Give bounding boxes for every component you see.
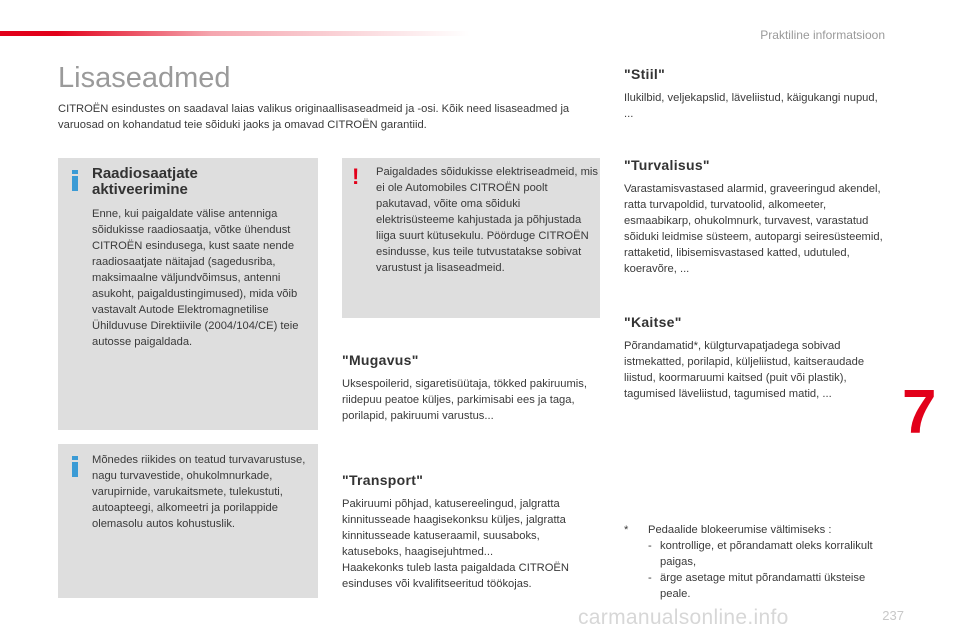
info-icon — [70, 170, 80, 192]
footnote-main — [624, 522, 874, 538]
info-icon — [70, 456, 80, 478]
radio-box-text: Enne, kui paigaldate välise antenniga sõidukisse raadiosaatja, võtke ühendust CITROËN esindusega, kust saate nende raadiosaatjate näitajad (sagedusriba, maksimaalne väljundvõimsus, antenni asukoht, paigaldustingimused), mida võib vastavalt Autode Elektromagnetilise Ühilduvuse Direktiivile (2004/104/CE) teie autosse paigaldada. — [92, 208, 299, 348]
footnote-dash: - — [648, 540, 652, 552]
mugavus-heading: "Mugavus" — [342, 352, 419, 368]
transport-heading: "Transport" — [342, 472, 424, 488]
page-title: Lisaseadmed — [58, 62, 231, 94]
radio-box-heading: Raadiosaatjate aktiveerimine — [92, 165, 198, 198]
watermark: carmanualsonline.info — [578, 606, 789, 629]
footnote-item — [624, 570, 874, 602]
footnote-item-text: kontrollige, et põrandamatt oleks korralikult paigas, — [660, 540, 873, 568]
transport-text-block — [342, 496, 602, 592]
footnote-dash: - — [648, 572, 652, 584]
electrical-warning-box — [342, 158, 600, 318]
radio-transmitter-info-box — [58, 158, 318, 430]
warning-icon: ! — [352, 164, 360, 189]
turvalisus-heading: "Turvalisus" — [624, 157, 710, 173]
transport-towbar-note: Haakekonks tuleb lasta paigaldada CITROËN esinduses või kvalifitseeritud töökojas. — [342, 562, 569, 590]
chapter-number: 7 — [902, 378, 937, 447]
turvalisus-text: Varastamisvastased alarmid, graveeringud akendel, ratta turvapoldid, turvatoolid, alkomeeter, esmaabikarp, ohukolmnurk, turvavest, varastatud sõiduki leidmise süsteem, autopargi seiresüsteemid, rattaketid, libisemisvastased katted, udutuled, koeravõre, ... — [624, 183, 883, 275]
footnote-item — [624, 538, 874, 570]
mandatory-equipment-info-box — [58, 444, 318, 598]
stiil-text: Ilukilbid, veljekapslid, läveliistud, käigukangi nupud, ... — [624, 92, 878, 120]
mugavus-text: Uksespoilerid, sigaretisüütaja, tökked pakiruumis, riidepuu peatoe küljes, parkimisabi ees ja taga, porilapid, pakiruumi varustus... — [342, 378, 587, 422]
warning-box-text: Paigaldades sõidukisse elektriseadmeid, mis ei ole Automobiles CITROËN poolt pakutavad, võite oma sõiduki elektrisüsteeme kahjustada ja põhjustada liiga suurt kütusekulu. Pöörduge CITROËN esindusse, kus teile tutvustatakse sobivat varustust ja lisaseadmeid. — [376, 166, 598, 274]
top-accent-bar — [0, 31, 470, 36]
transport-text: Pakiruumi põhjad, katusereelingud, jalgratta kinnitusseade haagisekonksu küljes, jalgratta kinnitusseade katuseraamil, suusaboks, katuseboks, haagisejuhtmed... — [342, 498, 566, 558]
page-number: 237 — [882, 608, 904, 623]
stiil-heading: "Stiil" — [624, 66, 666, 82]
footnote-item-text: ärge asetage mitut põrandamatti üksteise peale. — [660, 572, 866, 600]
mandatory-equipment-text: Mõnedes riikides on teatud turvavarustuse, nagu turvavestide, ohukolmnurkade, varupirnide, varukaitsmete, tulekustuti, autoapteegi, alkomeetri ja porilappide olemasolu autos kohustuslik. — [92, 454, 306, 530]
section-header-label: Praktiline informatsioon — [760, 28, 885, 42]
footnote-text: Pedaalide blokeerumise vältimiseks : — [648, 524, 832, 536]
kaitse-text: Põrandamatid*, külgturvapatjadega sobivad istmekatted, porilapid, küljeliistud, kaitseraudade liistud, koormaruumi kaitsed (puit või plastik), tagumised läveliistud, tagumised matid, ... — [624, 340, 865, 400]
footnote-asterisk: * — [624, 524, 629, 536]
intro-paragraph: CITROËN esindustes on saadaval laias valikus originaallisaseadmeid ja -osi. Kõik need lisaseadmed ja varuosad on kohandatud teie sõiduki jaoks ja omavad CITROËN garantiid. — [58, 103, 570, 131]
kaitse-heading: "Kaitse" — [624, 314, 682, 330]
footnote — [624, 522, 874, 602]
